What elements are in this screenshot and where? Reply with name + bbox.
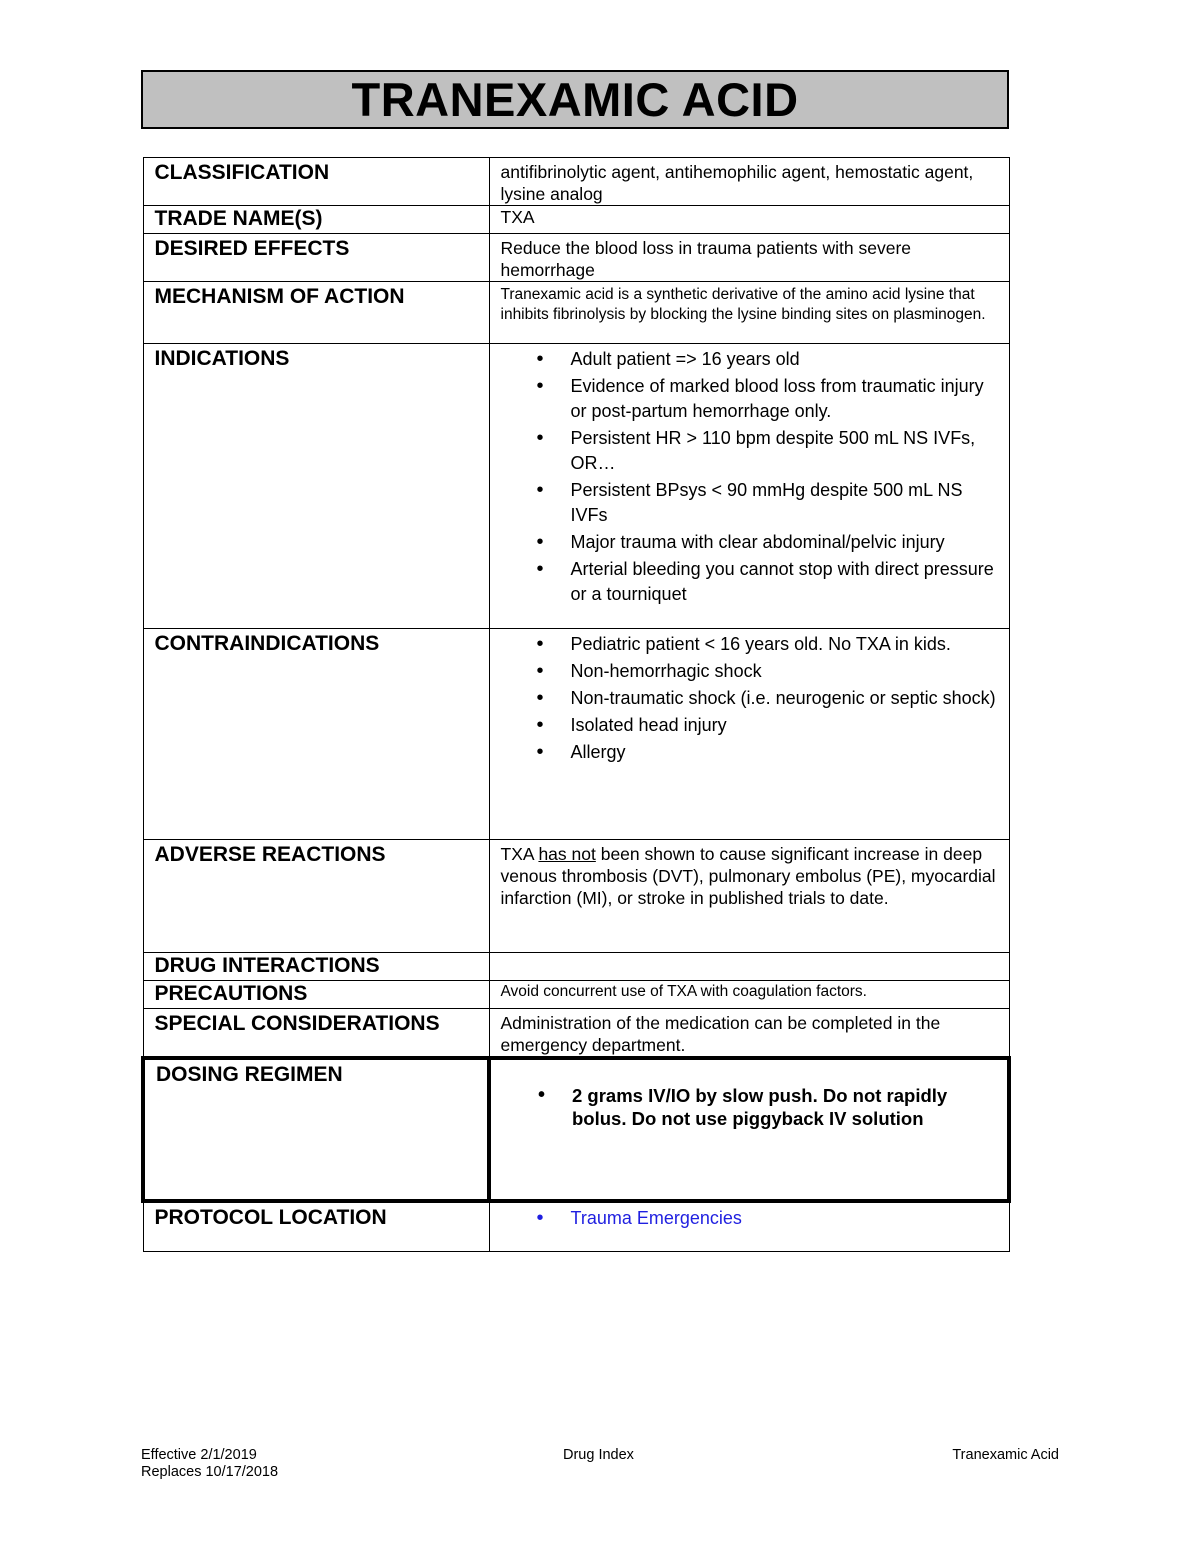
footer-effective-block [141, 1447, 278, 1481]
footer-replaces-date: Replaces 10/17/2018 [141, 1464, 279, 1480]
indications-list [501, 347, 999, 607]
row-trade-names [143, 206, 1009, 234]
precautions-value: Avoid concurrent use of TXA with coagulation factors. [489, 981, 1009, 1009]
adverse-reactions-text-end: been shown to cause significant increase in deep venous thrombosis (DVT), pulmonary embolus (PE), myocardial infarction (MI), or stroke in published trials to date. [500, 844, 996, 908]
protocol-location-label: PROTOCOL LOCATION [143, 1201, 489, 1251]
drug-info-table [141, 157, 1011, 1252]
title-banner [141, 70, 1009, 129]
list-item: • Allergy [571, 740, 999, 765]
trade-names-value: TXA [489, 206, 1009, 234]
row-special-considerations [143, 1009, 1009, 1059]
row-protocol-location [143, 1201, 1009, 1251]
classification-label: CLASSIFICATION [143, 158, 489, 206]
row-precautions [143, 981, 1009, 1009]
footer-effective-date: Effective 2/1/2019 [141, 1447, 257, 1463]
list-item: • Adult patient => 16 years old [571, 347, 999, 372]
mechanism-label: MECHANISM OF ACTION [143, 282, 489, 344]
adverse-reactions-label: ADVERSE REACTIONS [143, 840, 489, 953]
protocol-location-value [489, 1201, 1009, 1251]
classification-value: antifibrinolytic agent, antihemophilic agent, hemostatic agent, lysine analog [489, 158, 1009, 206]
list-item: • Persistent BPsys < 90 mmHg despite 500 mL NS IVFs [571, 478, 999, 528]
dosing-regimen-label: DOSING REGIMEN [143, 1058, 489, 1201]
special-considerations-label: SPECIAL CONSIDERATIONS [143, 1009, 489, 1059]
precautions-label: PRECAUTIONS [143, 981, 489, 1009]
list-item: • Pediatric patient < 16 years old. No TXA in kids. [571, 632, 999, 657]
row-mechanism [143, 282, 1009, 344]
dosing-regimen-list [502, 1084, 997, 1130]
list-item: • Arterial bleeding you cannot stop with direct pressure or a tourniquet [571, 557, 999, 607]
trade-names-label: TRADE NAME(S) [143, 206, 489, 234]
desired-effects-label: DESIRED EFFECTS [143, 234, 489, 282]
dosing-regimen-value [489, 1058, 1009, 1201]
list-item: • Evidence of marked blood loss from traumatic injury or post-partum hemorrhage only. [571, 374, 999, 424]
row-desired-effects [143, 234, 1009, 282]
footer-drug-name: Tranexamic Acid [952, 1447, 1059, 1463]
adverse-reactions-emphasis: has not [538, 844, 596, 864]
contraindications-label: CONTRAINDICATIONS [143, 629, 489, 840]
adverse-reactions-text-start: TXA [500, 844, 539, 864]
protocol-link-trauma-emergencies[interactable]: • Trauma Emergencies [571, 1206, 999, 1231]
drug-interactions-label: DRUG INTERACTIONS [143, 953, 489, 981]
list-item: • Non-hemorrhagic shock [571, 659, 999, 684]
row-classification [143, 158, 1009, 206]
adverse-reactions-value [489, 840, 1009, 953]
row-contraindications [143, 629, 1009, 840]
contraindications-list [501, 632, 999, 765]
desired-effects-value: Reduce the blood loss in trauma patients with severe hemorrhage [489, 234, 1009, 282]
mechanism-value: Tranexamic acid is a synthetic derivative of the amino acid lysine that inhibits fibrinolysis by blocking the lysine binding sites on plasminogen. [489, 282, 1009, 344]
list-item: • Major trauma with clear abdominal/pelvic injury [571, 530, 999, 555]
protocol-location-list [501, 1206, 999, 1231]
list-item: • Non-traumatic shock (i.e. neurogenic or septic shock) [571, 686, 999, 711]
row-adverse-reactions [143, 840, 1009, 953]
special-considerations-value: Administration of the medication can be completed in the emergency department. [489, 1009, 1009, 1059]
page-title: TRANEXAMIC ACID [351, 73, 799, 126]
list-item: • Persistent HR > 110 bpm despite 500 mL NS IVFs, OR… [571, 426, 999, 476]
indications-label: INDICATIONS [143, 344, 489, 629]
indications-value [489, 344, 1009, 629]
row-dosing-regimen [143, 1058, 1009, 1201]
list-item: • 2 grams IV/IO by slow push. Do not rapidly bolus. Do not use piggyback IV solution [572, 1084, 997, 1130]
list-item: • Isolated head injury [571, 713, 999, 738]
contraindications-value [489, 629, 1009, 840]
row-drug-interactions [143, 953, 1009, 981]
row-indications [143, 344, 1009, 629]
drug-interactions-value [489, 953, 1009, 981]
footer-section: Drug Index [563, 1447, 634, 1463]
